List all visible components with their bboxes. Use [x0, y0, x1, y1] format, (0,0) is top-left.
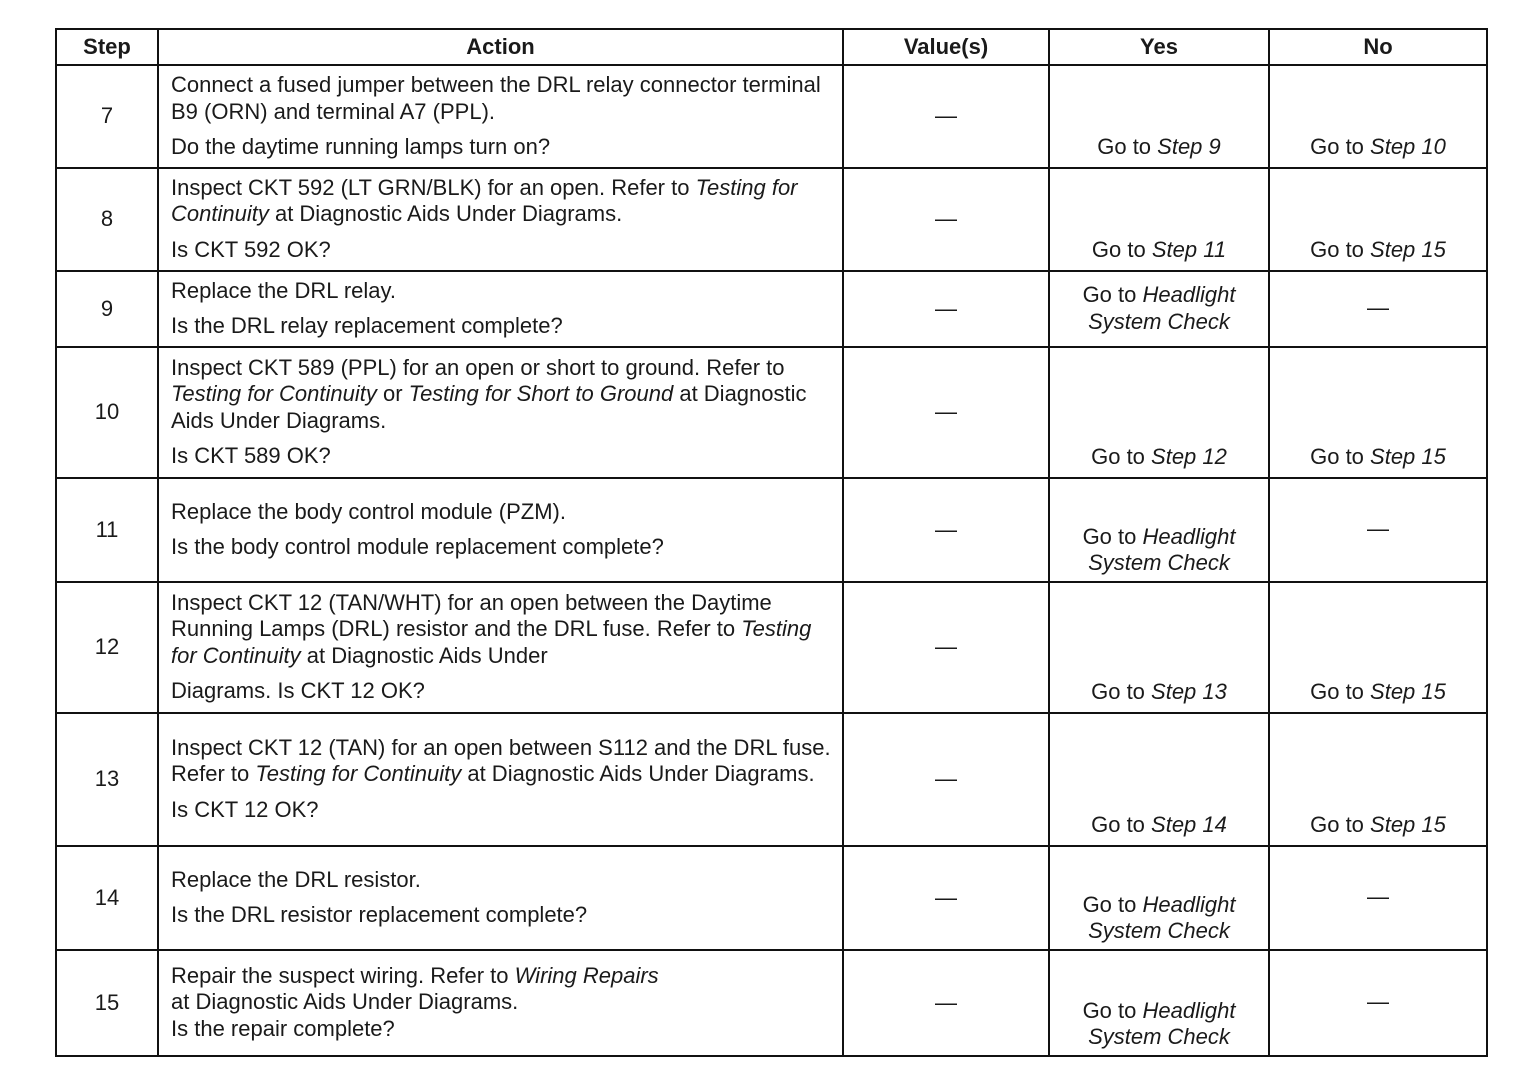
- action-text-part: Repair the suspect wiring. Refer to: [171, 962, 515, 988]
- action-cell: [158, 950, 843, 1056]
- yes-prefix: Go to: [1082, 523, 1143, 549]
- action-cell: [158, 347, 843, 478]
- action-question: Is the body control module replacement complete?: [171, 534, 664, 559]
- value-cell: —: [843, 347, 1049, 478]
- value-cell: —: [843, 271, 1049, 347]
- value-cell: —: [843, 713, 1049, 846]
- yes-target: Headlight System Check: [1088, 523, 1236, 575]
- no-prefix: Go to: [1310, 134, 1371, 159]
- action-text: [171, 735, 834, 788]
- header-yes: Yes: [1049, 29, 1269, 65]
- header-values: Value(s): [843, 29, 1049, 65]
- no-prefix: Go to: [1310, 444, 1371, 469]
- action-question: Do the daytime running lamps turn on?: [171, 134, 551, 159]
- action-text-part: at Diagnostic Aids Under: [300, 642, 548, 668]
- action-cell: [158, 846, 843, 950]
- action-reference: Testing for Short to Ground: [408, 381, 674, 406]
- yes-cell: [1049, 713, 1269, 846]
- step-number: 12: [56, 582, 158, 713]
- action-text-part: at Diagnostic Aids Under Diagrams.: [171, 381, 807, 433]
- no-prefix: Go to: [1310, 679, 1371, 704]
- table-row: [56, 271, 1487, 347]
- table-row: [56, 478, 1487, 582]
- action-text: Replace the body control module (PZM).: [171, 498, 566, 524]
- yes-cell: [1049, 271, 1269, 347]
- action-cell: [158, 582, 843, 713]
- yes-cell: [1049, 168, 1269, 271]
- step-number: 14: [56, 846, 158, 950]
- yes-cell: [1049, 347, 1269, 478]
- action-question: Is the repair complete?: [171, 1015, 395, 1041]
- action-cell: [158, 478, 843, 582]
- step-number: 7: [56, 65, 158, 168]
- action-text: [171, 590, 834, 670]
- action-reference: Wiring Repairs: [514, 962, 659, 988]
- step-number: 8: [56, 168, 158, 271]
- no-cell: [1269, 168, 1487, 271]
- table-row: [56, 347, 1487, 478]
- yes-cell: [1049, 582, 1269, 713]
- yes-target: Step 11: [1151, 237, 1227, 262]
- yes-target: Step 14: [1151, 812, 1227, 837]
- action-question: Is the DRL relay replacement complete?: [171, 313, 563, 338]
- action-text-part: Inspect CKT 12 (TAN) for an open between S112 and the DRL fuse. Refer to: [171, 734, 831, 787]
- yes-prefix: Go to: [1082, 891, 1143, 917]
- yes-prefix: Go to: [1082, 997, 1143, 1023]
- yes-target: Step 12: [1151, 444, 1227, 469]
- yes-prefix: Go to: [1091, 679, 1152, 704]
- action-question: Is CKT 592 OK?: [171, 236, 331, 262]
- table-row: [56, 582, 1487, 713]
- action-question: Is CKT 589 OK?: [171, 443, 331, 468]
- table-row: [56, 713, 1487, 846]
- yes-target: Headlight System Check: [1088, 891, 1236, 943]
- table-row: [56, 846, 1487, 950]
- no-cell: [1269, 347, 1487, 478]
- action-question: Diagrams. Is CKT 12 OK?: [171, 678, 425, 703]
- no-cell: —: [1269, 846, 1487, 950]
- value-cell: —: [843, 846, 1049, 950]
- action-text-part: at Diagnostic Aids Under Diagrams.: [268, 201, 623, 227]
- header-no: No: [1269, 29, 1487, 65]
- action-text: [171, 355, 834, 435]
- value-cell: —: [843, 950, 1049, 1056]
- header-step: Step: [56, 29, 158, 65]
- diagnostic-table: [55, 28, 1488, 1057]
- yes-target: Step 9: [1157, 134, 1221, 159]
- table-row: [56, 950, 1487, 1056]
- header-action: Action: [158, 29, 843, 65]
- action-text-part: Inspect CKT 12 (TAN/WHT) for an open between the Daytime Running Lamps (DRL) resistor and the DRL fuse. Refer to: [171, 589, 772, 641]
- no-cell: [1269, 65, 1487, 168]
- yes-prefix: Go to: [1097, 134, 1158, 159]
- yes-cell: [1049, 846, 1269, 950]
- action-text-part: at Diagnostic Aids Under Diagrams.: [171, 989, 519, 1015]
- action-cell: [158, 65, 843, 168]
- step-number: 11: [56, 478, 158, 582]
- action-cell: [158, 168, 843, 271]
- no-cell: [1269, 713, 1487, 846]
- table-row: [56, 65, 1487, 168]
- step-number: 15: [56, 950, 158, 1056]
- no-cell: —: [1269, 271, 1487, 347]
- table-row: [56, 168, 1487, 271]
- value-cell: —: [843, 168, 1049, 271]
- action-text: Connect a fused jumper between the DRL relay connector terminal B9 (ORN) and terminal A7 (PPL).: [171, 72, 821, 124]
- action-question: Is CKT 12 OK?: [171, 796, 319, 822]
- no-target: Step 15: [1370, 237, 1446, 262]
- yes-prefix: Go to: [1091, 812, 1152, 837]
- yes-target: Step 13: [1151, 679, 1227, 704]
- action-text: Replace the DRL relay.: [171, 277, 396, 303]
- action-text-part: at Diagnostic Aids Under Diagrams.: [461, 761, 815, 787]
- step-number: 13: [56, 713, 158, 846]
- action-text-part: Inspect CKT 592 (LT GRN/BLK) for an open. Refer to: [171, 174, 696, 200]
- action-cell: [158, 271, 843, 347]
- yes-target: Headlight System Check: [1088, 997, 1236, 1049]
- yes-cell: [1049, 950, 1269, 1056]
- value-cell: —: [843, 478, 1049, 582]
- action-question: Is the DRL resistor replacement complete?: [171, 902, 588, 927]
- action-text: Replace the DRL resistor.: [171, 866, 421, 892]
- step-number: 10: [56, 347, 158, 478]
- action-reference: Testing for Continuity: [255, 761, 462, 787]
- action-text-part: Inspect CKT 589 (PPL) for an open or short to ground. Refer to: [171, 354, 785, 380]
- value-cell: —: [843, 65, 1049, 168]
- action-cell: [158, 713, 843, 846]
- yes-prefix: Go to: [1082, 282, 1143, 307]
- no-prefix: Go to: [1310, 812, 1371, 837]
- yes-cell: [1049, 65, 1269, 168]
- no-cell: [1269, 582, 1487, 713]
- yes-target: Headlight System Check: [1088, 282, 1236, 334]
- action-text: [171, 963, 834, 1016]
- no-target: Step 15: [1370, 679, 1446, 704]
- no-target: Step 10: [1370, 134, 1446, 159]
- value-cell: —: [843, 582, 1049, 713]
- no-cell: —: [1269, 950, 1487, 1056]
- yes-cell: [1049, 478, 1269, 582]
- step-number: 9: [56, 271, 158, 347]
- action-reference: Testing for Continuity: [171, 616, 812, 668]
- no-target: Step 15: [1370, 812, 1446, 837]
- action-reference: Testing for Continuity: [171, 174, 798, 227]
- no-cell: —: [1269, 478, 1487, 582]
- header-row: [56, 29, 1487, 65]
- no-target: Step 15: [1370, 444, 1446, 469]
- action-text-part: or: [376, 381, 409, 406]
- yes-prefix: Go to: [1091, 444, 1152, 469]
- action-reference: Testing for Continuity: [171, 381, 377, 406]
- yes-prefix: Go to: [1091, 237, 1152, 262]
- no-prefix: Go to: [1310, 237, 1371, 262]
- action-text: [171, 175, 834, 228]
